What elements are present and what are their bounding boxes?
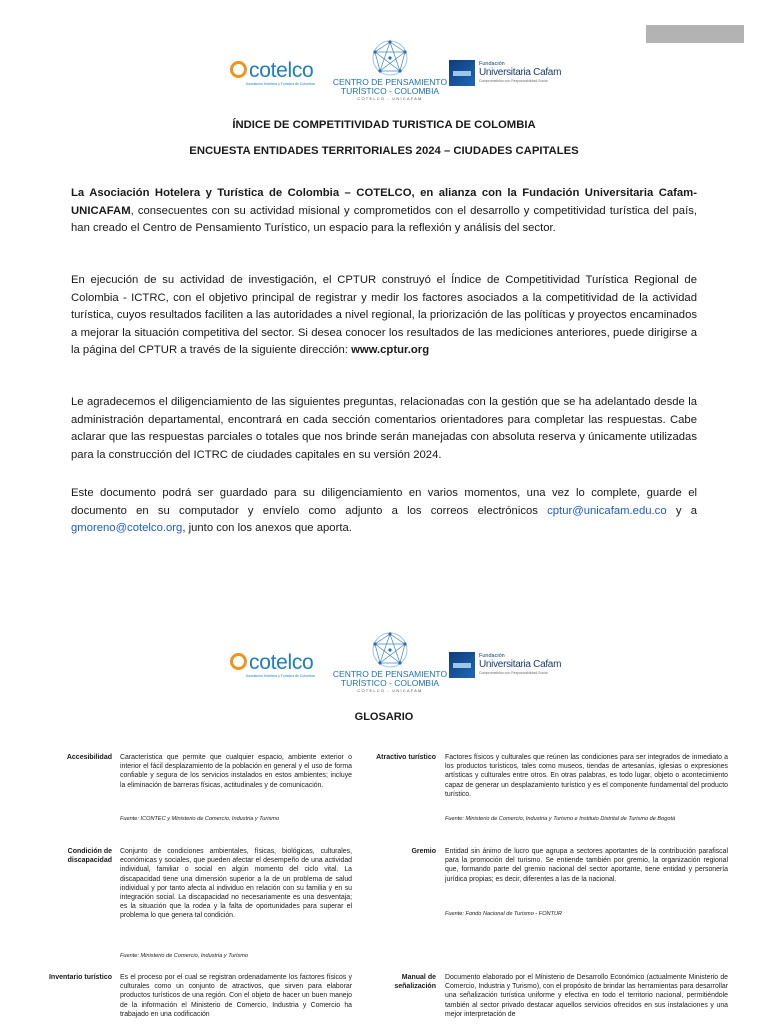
document-title: ÍNDICE DE COMPETITIVIDAD TURISTICA DE COLOMBIA xyxy=(232,119,536,131)
network-globe-icon xyxy=(370,38,410,78)
glossary-definition: Característica que permite que cualquier espacio, ambiente exterior o interior el fácil desplazamiento de la población en general y el uso de forma confiable y segura de los servicios instalados en estos ambientes; incluye la eliminación de barreras físicas, actitudinales y de comunicación. xyxy=(120,754,352,789)
glossary-definition: Es el proceso por el cual se registran ordenadamente los factores físicos y culturales como un conjunto de atractivos, que sirven para elaborar productos turísticos de una región. Con el objeto de hacer un buen manejo de la información el Ministerio de Comercio, Industria y Comercio ha trabajado en una codificación xyxy=(120,974,352,1018)
intro-paragraph-1: La Asociación Hotelera y Turística de Colombia – COTELCO, en alianza con la Fundación Universitaria Cafam-UNICAFAM, consecuentes con su actividad misional y comprometidos con el desarrollo y competitividad turística del país, han creado el Centro de Pensamiento Turístico, un espacio para la reflexión y análisis del sector. xyxy=(71,187,697,235)
logo-banner-top: cotelco Asociación Hotelera y Turística de Colombia CENTRO DE PENSAMIENTO TURÍSTICO - COLOMBIA COTELCO - UNICAFAM Fundación Universitaria Cafam Comprometidos con Responsabilidad Social xyxy=(220,38,560,114)
cotelco-logo: cotelco Asociación Hotelera y Turística de Colombia xyxy=(230,652,315,678)
glossary-source: Fuente: Ministerio de Comercio, Industria y Turismo e Instituto Distrital de Turismo de Bogotá xyxy=(445,816,676,822)
cafam-shield-icon xyxy=(449,60,475,86)
glossary-definition: Documento elaborado por el Ministerio de Desarrollo Económico (actualmente Ministerio de Comercio, Industria y Turismo), con el propósito de brindar las herramientas para desarrollar una señalización turística uniforme y efectiva en todo el territorio nacional, permitiéndole también al sector privado destacar aquellos servicios ofrecidos en sus instalaciones y una mejor interpretación de xyxy=(445,974,728,1018)
glossary-term: Condición de discapacidad xyxy=(67,848,112,864)
glossary-source: Fuente: ICONTEC y Ministerio de Comercio, Industria y Turismo xyxy=(120,816,280,822)
cptur-website: www.cptur.org xyxy=(351,344,430,357)
glossary-term: Atractivo turístico xyxy=(376,754,436,761)
logo-banner-glossary: cotelco Asociación Hotelera y Turística de Colombia CENTRO DE PENSAMIENTO TURÍSTICO - COLOMBIA COTELCO - UNICAFAM Fundación Universitaria Cafam Comprometidos con Responsabilidad Social xyxy=(220,630,560,706)
cotelco-logo: cotelco Asociación Hotelera y Turística de Colombia xyxy=(230,60,315,86)
intro-paragraph-3: Le agradecemos el diligenciamiento de las siguientes preguntas, relacionadas con la gestión que se ha adelantado desde la administración departamental, encontrará en cada sección comentarios orientadores para completar las respuestas. Cabe aclarar que las respuestas parciales o totales que nos brinde serán manejadas con absoluta reserva y únicamente utilizadas para la construcción del ICTRC de ciudades capitales en su versión 2024. xyxy=(71,396,697,461)
email-link-cptur[interactable]: cptur@unicafam.edu.co xyxy=(547,504,667,517)
glossary-title: GLOSARIO xyxy=(354,711,414,723)
cafam-shield-icon xyxy=(449,652,475,678)
glossary-term: Gremio xyxy=(411,848,436,855)
document-subtitle: ENCUESTA ENTIDADES TERRITORIALES 2024 – CIUDADES CAPITALES xyxy=(189,145,579,157)
centro-pensamiento-logo: CENTRO DE PENSAMIENTO TURÍSTICO - COLOMBIA COTELCO - UNICAFAM xyxy=(330,38,450,102)
email-link-gmoreno[interactable]: gmoreno@cotelco.org xyxy=(71,522,183,535)
glossary-source: Fuente: Fondo Nacional de Turismo - FONTUR xyxy=(445,911,563,917)
centro-pensamiento-logo: CENTRO DE PENSAMIENTO TURÍSTICO - COLOMBIA COTELCO - UNICAFAM xyxy=(330,630,450,694)
glossary-definition: Factores físicos y culturales que reúnen las condiciones para ser integrados de inmediato a los productos turísticos, tales como museos, tiendas de artesanías, iglesias o expresiones artísticas y culturales entre otros. En otras palabras, es todo lugar, objeto o acontecimiento capaz de generar un desplazamiento turístico y es el componente fundamental del producto turístico. xyxy=(445,754,728,798)
glossary-term: Inventario turístico xyxy=(48,974,112,981)
intro-paragraph-4: Este documento podrá ser guardado para su diligenciamiento en varios momentos, una vez lo complete, guarde el documento en su computador y envíelo como adjunto a los correos electrónicos cptur@unicafam.edu.co y a gmoreno@cotelco.org, junto con los anexos que aporta. xyxy=(71,487,697,535)
glossary-term: Manual de señalización xyxy=(394,974,436,990)
glossary-definition: Entidad sin ánimo de lucro que agrupa a sectores aportantes de la contribución parafiscal para la promoción del turismo. Se entiende también por gremio, la organización regional que, formando parte del gremio nacional del sector aportante, tiene entidad y personería jurídica propias; es decir, diferentes a las de la nacional. xyxy=(445,848,728,883)
glossary-term: Accesibilidad xyxy=(66,754,112,761)
redaction-bar xyxy=(646,25,744,43)
intro-paragraph-2: En ejecución de su actividad de investigación, el CPTUR construyó el Índice de Competitividad Turística Regional de Colombia - ICTRC, con el objetivo principal de registrar y medir los factores asociados a la competitividad de la actividad turística, cuyos resultados faciliten a las autoridades a nivel regional, la priorización de las políticas y proyectos encaminados a mejorar la situación competitiva del sector. Si desea conocer los resultados de las mediciones anteriores, puede dirigirse a la página del CPTUR a través de la siguiente dirección: www.cptur.org xyxy=(71,274,697,357)
glossary-source: Fuente: Ministerio de Comercio, Industria y Turismo xyxy=(120,953,248,959)
network-globe-icon xyxy=(370,630,410,670)
glossary-definition: Conjunto de condiciones ambientales, físicas, biológicas, culturales, económicas y sociales, que pueden afectar el desempeño de una actividad individual, familiar o social en algún momento del ciclo vital. La discapacidad tiene una dimensión superior a la de un problema de salud individual y por tanto afecta al individuo en relación con su familia y en su integración social. La discapacidad no necesariamente es una desventaja; es la situación que la rodea y la falta de oportunidades para superar el problema lo que genera tal condición. xyxy=(120,848,352,920)
